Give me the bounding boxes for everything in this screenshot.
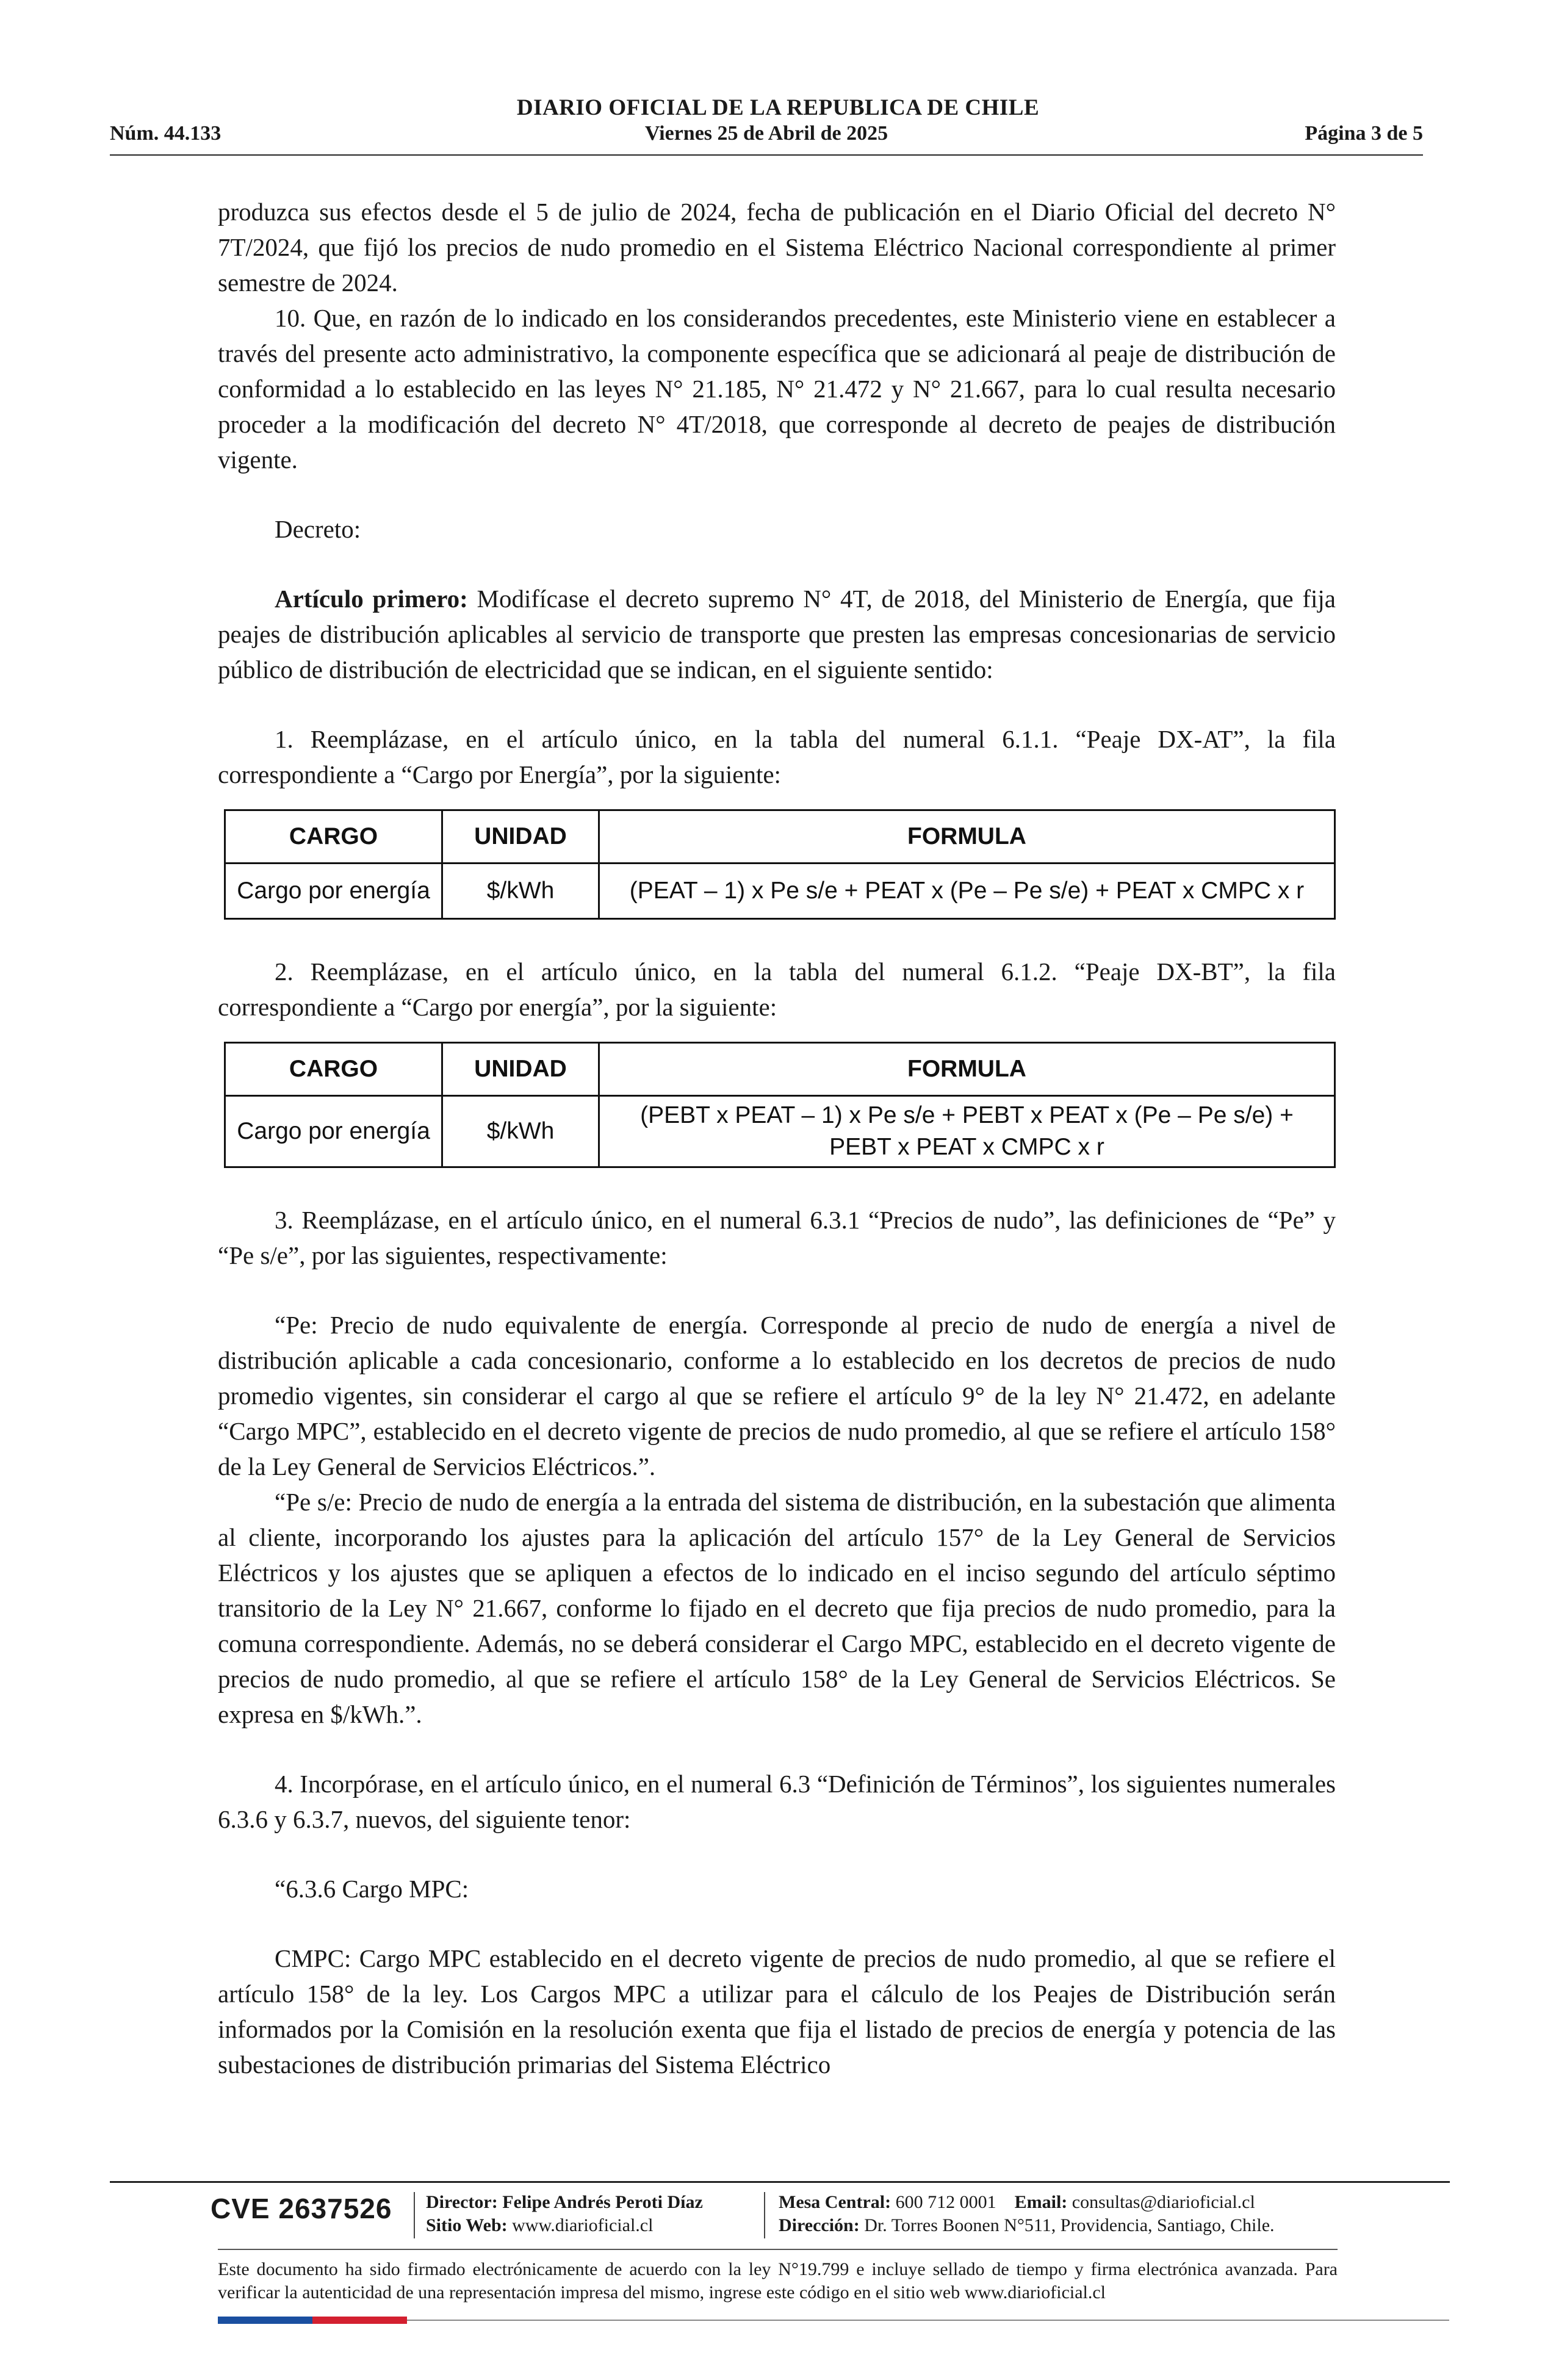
issue-date: Viernes 25 de Abril de 2025 bbox=[644, 122, 888, 145]
document-body bbox=[218, 194, 1336, 2082]
decreto-heading: Decreto: bbox=[275, 515, 361, 543]
table-cell-cargo: Cargo por energía bbox=[225, 1096, 442, 1167]
table-header-unidad: UNIDAD bbox=[442, 1043, 599, 1096]
signature-notice: Este documento ha sido firmado electrónicamente de acuerdo con la ley N°19.799 e incluye sellado de tiempo y firma electrónica avanzada. Para verificar la autenticidad de una representación impresa del mismo, ingrese este código en el sitio web www.diarioficial.cl bbox=[218, 2259, 1338, 2302]
website-link[interactable]: www.diarioficial.cl bbox=[512, 2215, 654, 2235]
table-peaje-dx-bt bbox=[224, 1042, 1336, 1168]
cve-code: CVE 2637526 bbox=[211, 2193, 392, 2224]
table-peaje-dx-at bbox=[224, 809, 1336, 920]
table-header-formula: FORMULA bbox=[599, 810, 1334, 864]
article-first-label: Artículo primero: bbox=[275, 585, 468, 613]
footer-divider bbox=[110, 2181, 1450, 2183]
item-1: 1. Reemplázase, en el artículo único, en la tabla del numeral 6.1.1. “Peaje DX-AT”, la fila correspondiente a “Cargo por Energía”, por la siguiente: bbox=[218, 725, 1336, 788]
definition-pe: “Pe: Precio de nudo equivalente de energía. Corresponde al precio de nudo de energía a nivel de distribución aplicable a cada concesionario, conforme a lo establecido en los decretos de precios de nudo promedio vigentes, sin considerar el cargo al que se refiere el artículo 9° de la ley N° 21.472, en adelante “Cargo MPC”, establecido en el decreto vigente de precios de nudo promedio, al que se refiere el artículo 158° de la Ley General de Servicios Eléctricos.”. bbox=[218, 1311, 1336, 1480]
director-name: Felipe Andrés Peroti Díaz bbox=[502, 2192, 703, 2212]
section-636-heading: “6.3.6 Cargo MPC: bbox=[275, 1875, 469, 1903]
flag-stripe-line bbox=[407, 2320, 1449, 2321]
item-4: 4. Incorpórase, en el artículo único, en el numeral 6.3 “Definición de Términos”, los siguientes numerales 6.3.6 y 6.3.7, nuevos, del siguiente tenor: bbox=[218, 1770, 1336, 1833]
address-label: Dirección: bbox=[779, 2215, 860, 2235]
table-row bbox=[225, 1096, 1335, 1167]
newspaper-title: DIARIO OFICIAL DE LA REPUBLICA DE CHILE bbox=[516, 95, 1040, 120]
header-row bbox=[110, 122, 1423, 151]
paragraph-considerando-10: 10. Que, en razón de lo indicado en los considerandos precedentes, este Ministerio viene en establecer a través del presente acto administrativo, la componente específica que se adicionará al peaje de distribución de conformidad a lo establecido en las leyes N° 21.185, N° 21.472 y N° 21.667, para lo cual resulta necesario proceder a la modificación del decreto N° 4T/2018, que corresponde al decreto de peajes de distribución vigente. bbox=[218, 304, 1336, 474]
table-cell-cargo: Cargo por energía bbox=[225, 864, 442, 919]
flag-stripe-red bbox=[312, 2317, 407, 2324]
phone-label: Mesa Central: bbox=[779, 2192, 891, 2212]
footer-separator bbox=[764, 2192, 765, 2238]
item-2: 2. Reemplázase, en el artículo único, en la tabla del numeral 6.1.2. “Peaje DX-BT”, la fila correspondiente a “Cargo por energía”, por la siguiente: bbox=[218, 957, 1336, 1021]
table-row bbox=[225, 864, 1335, 919]
table-header-unidad: UNIDAD bbox=[442, 810, 599, 864]
email-link[interactable]: consultas@diarioficial.cl bbox=[1072, 2192, 1255, 2212]
address-text: Dr. Torres Boonen N°511, Providencia, Santiago, Chile. bbox=[864, 2215, 1275, 2235]
director-label: Director: bbox=[426, 2192, 498, 2212]
article-first bbox=[218, 581, 1336, 687]
footer-separator bbox=[414, 2192, 415, 2238]
flag-stripe-blue bbox=[218, 2317, 312, 2324]
issue-number: Núm. 44.133 bbox=[110, 122, 222, 145]
definition-cmpc: CMPC: Cargo MPC establecido en el decreto vigente de precios de nudo promedio, al que se refiere el artículo 158° de la ley. Los Cargos MPC a utilizar para el cálculo de los Peajes de Distribución serán informados por la Comisión en la resolución exenta que fija el listado de precios de energía y potencia de las subestaciones de distribución primarias del Sistema Eléctrico bbox=[218, 1944, 1336, 2079]
table-header-cargo: CARGO bbox=[225, 810, 442, 864]
table-cell-unidad: $/kWh bbox=[442, 1096, 599, 1167]
website-label: Sitio Web: bbox=[426, 2215, 508, 2235]
page-number: Página 3 de 5 bbox=[1305, 122, 1423, 145]
table-cell-formula: (PEAT – 1) x Pe s/e + PEAT x (Pe – Pe s/e) + PEAT x CMPC x r bbox=[599, 864, 1334, 919]
table-cell-unidad: $/kWh bbox=[442, 864, 599, 919]
phone-number: 600 712 0001 bbox=[895, 2192, 996, 2212]
item-3: 3. Reemplázase, en el artículo único, en el numeral 6.3.1 “Precios de nudo”, las definiciones de “Pe” y “Pe s/e”, por las siguientes, respectivamente: bbox=[218, 1206, 1336, 1269]
table-header-formula: FORMULA bbox=[599, 1043, 1334, 1096]
footer-divider-secondary bbox=[218, 2249, 1338, 2250]
paragraph-continuation: produzca sus efectos desde el 5 de julio de 2024, fecha de publicación en el Diario Oficial del decreto N° 7T/2024, que fijó los precios de nudo promedio en el Sistema Eléctrico Nacional correspondiente al primer semestre de 2024. bbox=[218, 198, 1336, 297]
article-first-text: Modifícase el decreto supremo N° 4T, de 2018, del Ministerio de Energía, que fija peajes de distribución aplicables al servicio de transporte que presten las empresas concesionarias de servicio público de distribución de electricidad que se indican, en el siguiente sentido: bbox=[218, 585, 1336, 683]
table-header-cargo: CARGO bbox=[225, 1043, 442, 1096]
footer-director-block bbox=[426, 2191, 703, 2237]
email-label: Email: bbox=[1014, 2192, 1068, 2212]
header-divider bbox=[110, 154, 1423, 156]
table-cell-formula: (PEBT x PEAT – 1) x Pe s/e + PEBT x PEAT x (Pe – Pe s/e) + PEBT x PEAT x CMPC x r bbox=[599, 1096, 1334, 1167]
footer-contact-block bbox=[779, 2191, 1275, 2237]
definition-pe-se: “Pe s/e: Precio de nudo de energía a la entrada del sistema de distribución, en la subestación que alimenta al cliente, incorporando los ajustes para la aplicación del artículo 157° de la Ley General de Servicios Eléctricos y los ajustes que se apliquen a efectos de lo indicado en el inciso segundo del artículo séptimo transitorio de la Ley N° 21.667, conforme lo fijado en el decreto que fija precios de nudo promedio, para la comuna correspondiente. Además, no se deberá considerar el Cargo MPC, establecido en el decreto vigente de precios de nudo promedio, al que se refiere el artículo 158° de la Ley General de Servicios Eléctricos. Se expresa en $/kWh.”. bbox=[218, 1488, 1336, 1728]
